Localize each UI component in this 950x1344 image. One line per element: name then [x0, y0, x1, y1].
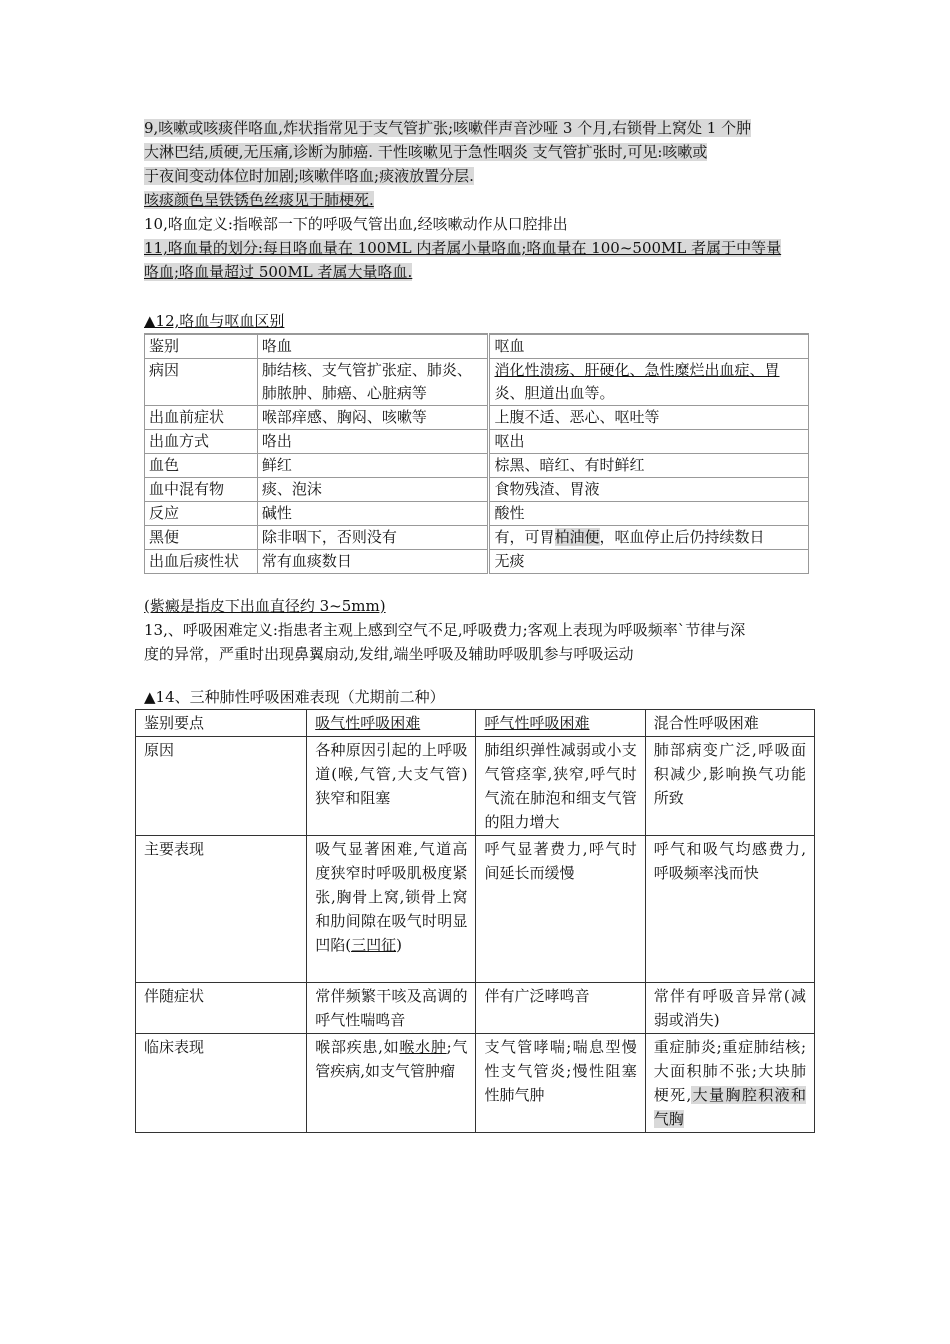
item-9-paragraph	[144, 116, 816, 212]
table-cell: 棕黑、暗红、有时鲜红	[489, 454, 809, 478]
table-cell: 伴随症状	[136, 983, 307, 1034]
table-cell: 病因	[145, 359, 258, 406]
table-row	[145, 359, 809, 406]
table-row	[145, 502, 809, 526]
table-cell: 出血后痰性状	[145, 550, 258, 574]
item-9-line-3: 于夜间变动体位时加剧;咳嗽伴咯血;痰液放置分层.	[144, 167, 474, 185]
table-cell	[489, 359, 809, 406]
table-cell: 无痰	[489, 550, 809, 574]
table-row	[145, 406, 809, 430]
table-header-row	[145, 334, 809, 359]
table-cell: 反应	[145, 502, 258, 526]
header-cell: 鉴别	[145, 334, 258, 359]
item-11-line-2: 咯血;咯血量超过 500ML 者属大量咯血.	[144, 263, 413, 281]
item-10-paragraph: 10,咯血定义:指喉部一下的呼吸气管出血,经咳嗽动作从口腔排出	[144, 215, 568, 233]
melena-text-c: ，呕血停止后仍持续数日	[599, 528, 765, 546]
purpura-note: (紫癜是指皮下出血直径约 3~5mm)	[144, 597, 386, 615]
table-cell: 主要表现	[136, 836, 307, 983]
cause-vomit-line-1: 消化性溃疡、肝硬化、急性糜烂出血症、胃	[494, 361, 780, 379]
item-9-line-2: 大淋巴结,质硬,无压痛,诊断为肺癌. 干性咳嗽见于急性咽炎 支气管扩张时,可见:咳嗽或	[144, 143, 708, 161]
table-row	[136, 737, 815, 836]
table-cell: 上腹不适、恶心、呕吐等	[489, 406, 809, 430]
item-13-line-1: 13,、呼吸困难定义:指患者主观上感到空气不足,呼吸费力;客观上表现为呼吸频率`节律与深	[144, 621, 746, 639]
table-header-row	[136, 710, 815, 737]
table-cell: 常伴有呼吸音异常(减弱或消失)	[645, 983, 814, 1034]
table-cell	[307, 1034, 476, 1133]
header-cell: 混合性呼吸困难	[645, 710, 814, 737]
cause-vomit-line-2: 炎、胆道出血等。	[494, 384, 615, 402]
section-14-title: ▲14、三种肺性呼吸困难表现（尤期前二种）	[144, 688, 445, 706]
clin-insp-text: 喉部疾患,如	[315, 1038, 400, 1056]
clin-mixed-highlight: 大量胸腔积液和气胸	[653, 1086, 806, 1128]
table-cell	[645, 1034, 814, 1133]
table-cell: 碱性	[257, 502, 489, 526]
table-cell: 黑便	[145, 526, 258, 550]
item-13-line-2: 度的异常，严重时出现鼻翼扇动,发绀,端坐呼吸及辅助呼吸肌参与呼吸运动	[144, 645, 634, 663]
hemoptysis-vs-hematemesis-table	[144, 333, 809, 574]
table-cell: 原因	[136, 737, 307, 836]
section-12-title: ▲12,咯血与呕血区别	[144, 312, 285, 330]
table-cell: 食物残渣、胃液	[489, 478, 809, 502]
item-9-line-1: 9,咳嗽或咳痰伴咯血,炸状指常见于支气管扩张;咳嗽伴声音沙哑 3 个月,右锁骨上窝处 1 个肿	[144, 119, 752, 137]
header-cell: 呕血	[489, 334, 809, 359]
dyspnea-types-table	[135, 709, 815, 1133]
table-row	[145, 550, 809, 574]
table-cell: 呕出	[489, 430, 809, 454]
table-row	[145, 430, 809, 454]
item-11-line-1: 11,咯血量的划分:每日咯血量在 100ML 内者属小量咯血;咯血量在 100~500ML 者属于中等量	[144, 239, 782, 257]
header-cell: 吸气性呼吸困难	[307, 710, 476, 737]
table-row	[136, 1034, 815, 1133]
table-cell: 伴有广泛哮鸣音	[476, 983, 645, 1034]
clin-mixed-text: 重症肺炎;重症肺结核;大面积肺不张;大块肺梗死,	[653, 1038, 806, 1104]
table-cell: 出血前症状	[145, 406, 258, 430]
table-cell: 各种原因引起的上呼吸道(喉,气管,大支气管)狭窄和阻塞	[307, 737, 476, 836]
table-cell: 支气管哮喘;喘息型慢性支气管炎;慢性阻塞性肺气肿	[476, 1034, 645, 1133]
table-row	[145, 454, 809, 478]
table-cell: 除非咽下，否则没有	[257, 526, 489, 550]
table-cell: 常有血痰数日	[257, 550, 489, 574]
table-row	[145, 478, 809, 502]
table-row	[136, 983, 815, 1034]
table-cell	[307, 836, 476, 983]
clin-insp-tail: ;气管疾病,如支气管肿瘤	[315, 1038, 468, 1080]
table-cell: 肺组织弹性减弱或小支气管痉挛,狭窄,呼气时气流在肺泡和细支气管的阻力增大	[476, 737, 645, 836]
melena-text-b: 柏油便	[554, 528, 600, 546]
item-13-paragraph	[144, 618, 816, 666]
table-cell: 喉部痒感、胸闷、咳嗽等	[257, 406, 489, 430]
table-cell: 呼气和吸气均感费力,呼吸频率浅而快	[645, 836, 814, 983]
table-cell: 咯出	[257, 430, 489, 454]
item-9-line-4: 咳痰颜色呈铁锈色丝痰见于肺梗死.	[144, 191, 374, 209]
table-cell: 鲜红	[257, 454, 489, 478]
table-cell: 酸性	[489, 502, 809, 526]
table-cell: 血中混有物	[145, 478, 258, 502]
table-cell: 肺部病变广泛,呼吸面积减少,影响换气功能所致	[645, 737, 814, 836]
laryngeal-edema: 喉水肿	[399, 1038, 447, 1056]
header-cell: 咯血	[257, 334, 489, 359]
main-insp-text: 吸气显著困难,气道高度狭窄时呼吸肌极度紧张,胸骨上窝,锁骨上窝和肋间隙在吸气时明显凹陷(	[315, 840, 468, 954]
table-cell: 呼气显著费力,呼气时间延长而缓慢	[476, 836, 645, 983]
table-row	[145, 526, 809, 550]
table-cell: 常伴频繁干咳及高调的呼气性喘鸣音	[307, 983, 476, 1034]
table-row	[136, 836, 815, 983]
three-depression-sign: 三凹征	[351, 936, 397, 954]
table-cell: 痰、泡沫	[257, 478, 489, 502]
table-cell: 临床表现	[136, 1034, 307, 1133]
table-cell: 肺结核、支气管扩张症、肺炎、肺脓肿、肺癌、心脏病等	[257, 359, 489, 406]
table-cell: 血色	[145, 454, 258, 478]
header-cell: 鉴别要点	[136, 710, 307, 737]
header-cell: 呼气性呼吸困难	[476, 710, 645, 737]
main-insp-tail: )	[396, 936, 402, 954]
table-cell	[489, 526, 809, 550]
table-cell: 出血方式	[145, 430, 258, 454]
melena-text-a: 有，可胃	[494, 528, 555, 546]
item-11-paragraph	[144, 236, 816, 284]
